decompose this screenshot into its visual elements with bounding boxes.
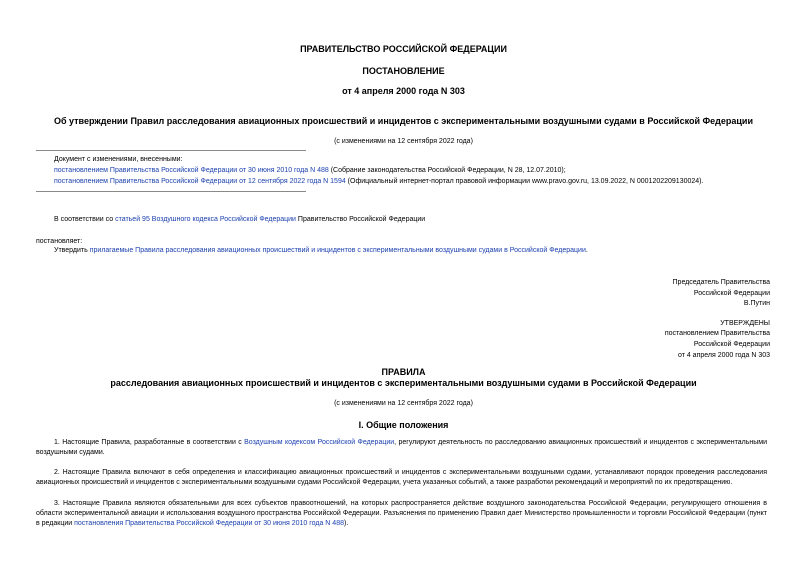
paragraph-text: 1. Настоящие Правила, разработанные в соответствии с: [54, 439, 245, 446]
approval-heading: УТВЕРЖДЕНЫ: [720, 320, 770, 327]
rules-subtitle: расследования авиационных происшествий и инцидентов с экспериментальными воздушными судами в Российской Федерации: [110, 378, 697, 388]
divider: [36, 150, 306, 151]
revision-note: (с изменениями на 12 сентября 2022 года): [334, 138, 473, 145]
paragraph-text: , регулируют деятельность по расследованию авиационных происшествий и инцидентов с экспериментальными воздушными судами.: [36, 439, 767, 456]
government-heading: ПРАВИТЕЛЬСТВО РОССИЙСКОЙ ФЕДЕРАЦИИ: [300, 44, 507, 54]
air-code-link[interactable]: Воздушным кодексом Российской Федерации: [244, 439, 395, 446]
amendment-note: (Официальный интернет-портал правовой информации www.pravo.gov.ru, 13.09.2022, N 0001202209130024).: [345, 178, 704, 185]
resolves-label: постановляет:: [36, 238, 83, 245]
document-date: от 4 апреля 2000 года N 303: [342, 86, 465, 96]
amendments-intro: Документ с изменениями, внесенными:: [54, 156, 183, 163]
preamble-text: В соответствии со: [54, 216, 116, 223]
approval-line: постановлением Правительства: [664, 330, 770, 337]
paragraph-text: ).: [344, 520, 349, 527]
amendment-note: (Собрание законодательства Российской Федерации, N 28, 12.07.2010);: [328, 167, 566, 174]
signature-name: В.Путин: [743, 300, 770, 307]
paragraph-text: 3. Настоящие Правила являются обязательными для всех субъектов правоотношений, на которых распространяется действие воздушного законодательства Российской Федерации, регулирующего отношения в области экспериментальной авиации и использования воздушного пространства Российской Федерации. Разъяснения по применению Правил дает Министерство промышленности и торговли Российской Федерации (пункт в редакции: [36, 500, 767, 527]
amendment-item: [54, 166, 566, 175]
resolves-text: .: [585, 247, 588, 254]
preamble-text: Правительство Российской Федерации: [295, 216, 426, 223]
amendment-link[interactable]: постановлением Правительства Российской Федерации от 12 сентября 2022 года N 1594: [54, 178, 346, 185]
amendment-link[interactable]: постановления Правительства Российской Федерации от 30 июня 2010 года N 488: [74, 520, 344, 527]
document-title: Об утверждении Правил расследования авиационных происшествий и инцидентов с экспериментальными воздушными судами в Российской Федерации: [53, 116, 754, 126]
rules-title: ПРАВИЛА: [381, 367, 426, 377]
resolves-clause: [54, 246, 588, 255]
preamble-link[interactable]: статьей 95 Воздушного кодекса Российской Федерации: [115, 216, 296, 223]
signature-position: Российской Федерации: [693, 290, 770, 297]
approval-line: Российской Федерации: [693, 341, 770, 348]
paragraph-2: 2. Настоящие Правила включают в себя определения и классификацию авиационных происшествий и инцидентов с экспериментальными воздушными судами, устанавливают порядок проведения расследования авиационных происшествий и инцидентов с экспериментальными воздушными судами Российской Федерации, учета указанных событий, а также разработки рекомендаций и мероприятий по их предотвращению.: [36, 469, 767, 486]
rules-link[interactable]: прилагаемые Правила расследования авиационных происшествий и инцидентов с экспериментальными воздушными судами в Российской Федерации: [89, 247, 586, 254]
document-type: ПОСТАНОВЛЕНИЕ: [362, 66, 445, 76]
divider: [36, 191, 306, 192]
paragraph-1: [36, 438, 767, 458]
resolves-text: Утвердить: [54, 247, 90, 254]
rules-revision-note: (с изменениями на 12 сентября 2022 года): [334, 400, 473, 407]
preamble: [54, 215, 425, 224]
paragraph-3: [36, 499, 767, 529]
approval-date: от 4 апреля 2000 года N 303: [677, 352, 770, 359]
amendment-link[interactable]: постановлением Правительства Российской Федерации от 30 июня 2010 года N 488: [54, 167, 329, 174]
section-title: I. Общие положения: [358, 420, 449, 430]
signature-position: Председатель Правительства: [672, 279, 770, 286]
amendment-item: [54, 177, 703, 186]
